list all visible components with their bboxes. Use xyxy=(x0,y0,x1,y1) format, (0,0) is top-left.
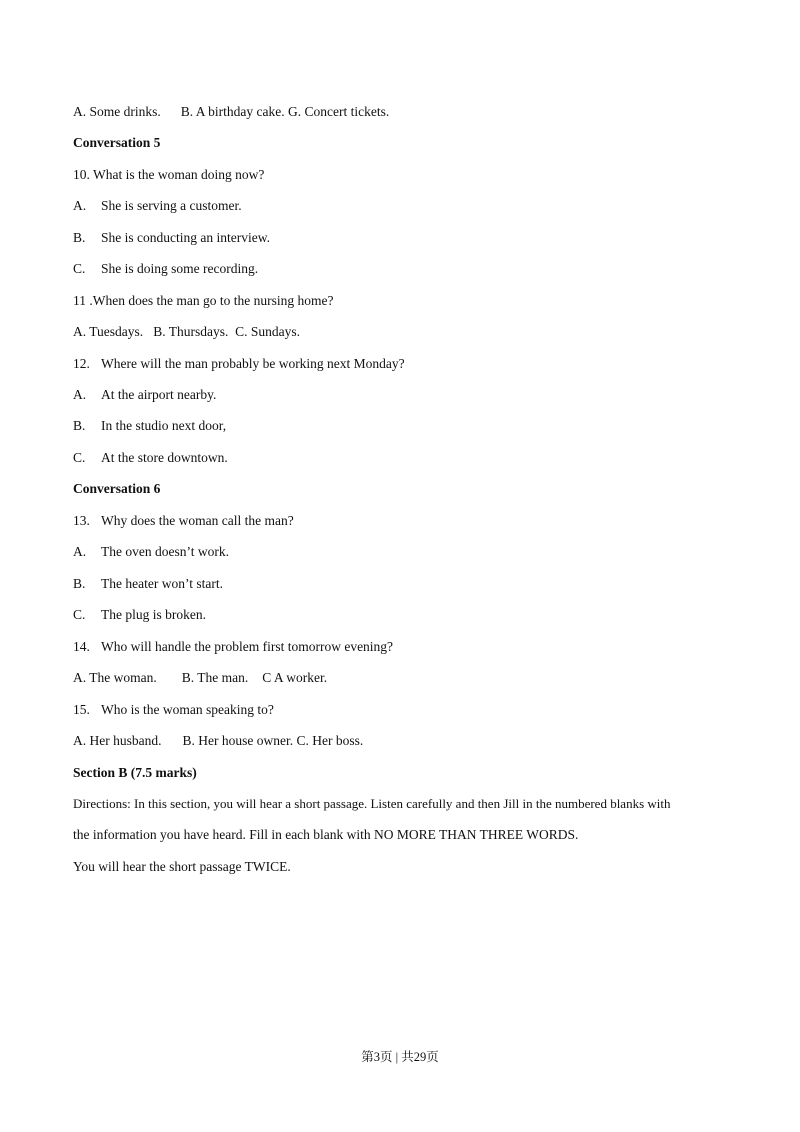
directions-line-3: You will hear the short passage TWICE. xyxy=(73,859,291,874)
question-11-options: A. Tuesdays. B. Thursdays. C. Sundays. xyxy=(73,324,301,339)
question-13-option-c xyxy=(73,607,206,623)
question-13-option-b xyxy=(73,576,223,592)
option-text: In the studio next door, xyxy=(101,418,227,433)
option-text: She is conducting an interview. xyxy=(101,230,270,245)
option-label: A. xyxy=(73,198,87,213)
section-b-heading: Section B (7.5 marks) xyxy=(73,765,197,780)
question-text: Why does the woman call the man? xyxy=(101,513,294,528)
option-label: B. xyxy=(73,418,86,433)
question-14-options xyxy=(73,670,327,686)
page-footer: 第3页 | 共29页 xyxy=(361,1050,439,1064)
q9-options xyxy=(73,104,389,120)
question-12-option-b xyxy=(73,418,226,434)
question-15-options xyxy=(73,733,363,749)
option-text: The heater won’t start. xyxy=(101,576,223,591)
question-15 xyxy=(73,702,274,718)
option-c: C A worker. xyxy=(262,670,328,685)
option-label: A. xyxy=(73,387,87,402)
question-12-option-a xyxy=(73,387,216,403)
question-10-option-a xyxy=(73,198,242,214)
option-b-c: B. A birthday cake. G. Concert tickets. xyxy=(180,104,390,119)
option-b: B. The man. xyxy=(181,670,249,685)
option-label: B. xyxy=(73,230,86,245)
question-13-option-a xyxy=(73,544,229,560)
option-label: C. xyxy=(73,450,86,465)
question-11: 11 .When does the man go to the nursing home? xyxy=(73,293,334,308)
directions-line-2: the information you have heard. Fill in each blank with NO MORE THAN THREE WORDS. xyxy=(73,827,579,842)
conversation-6-heading: Conversation 6 xyxy=(73,481,161,496)
option-text: The plug is broken. xyxy=(101,607,206,622)
option-a: A. Her husband. xyxy=(73,733,162,748)
option-text: She is serving a customer. xyxy=(101,198,242,213)
option-label: C. xyxy=(73,261,86,276)
question-number: 14. xyxy=(73,639,90,654)
directions-line-1: Directions: In this section, you will hear a short passage. Listen carefully and then Jill in the numbered blanks with xyxy=(73,796,671,811)
option-label: B. xyxy=(73,576,86,591)
option-label: C. xyxy=(73,607,86,622)
question-text: Who will handle the problem first tomorrow evening? xyxy=(101,639,394,654)
option-text: She is doing some recording. xyxy=(101,261,259,276)
option-text: The oven doesn’t work. xyxy=(101,544,229,559)
question-number: 13. xyxy=(73,513,90,528)
option-a: A. The woman. xyxy=(73,670,157,685)
question-10-option-c xyxy=(73,261,258,277)
option-text: At the airport nearby. xyxy=(101,387,217,402)
question-10: 10. What is the woman doing now? xyxy=(73,167,265,182)
question-number: 15. xyxy=(73,702,90,717)
question-13 xyxy=(73,513,294,529)
option-label: A. xyxy=(73,544,87,559)
option-b-c: B. Her house owner. C. Her boss. xyxy=(182,733,364,748)
question-text: Who is the woman speaking to? xyxy=(101,702,274,717)
question-number: 12. xyxy=(73,356,90,371)
option-text: At the store downtown. xyxy=(101,450,228,465)
question-14 xyxy=(73,639,393,655)
question-12 xyxy=(73,356,405,372)
question-text: Where will the man probably be working next Monday? xyxy=(101,356,405,371)
option-a: A. Some drinks. xyxy=(73,104,161,119)
question-12-option-c xyxy=(73,450,228,466)
conversation-5-heading: Conversation 5 xyxy=(73,135,161,150)
question-10-option-b xyxy=(73,230,270,246)
